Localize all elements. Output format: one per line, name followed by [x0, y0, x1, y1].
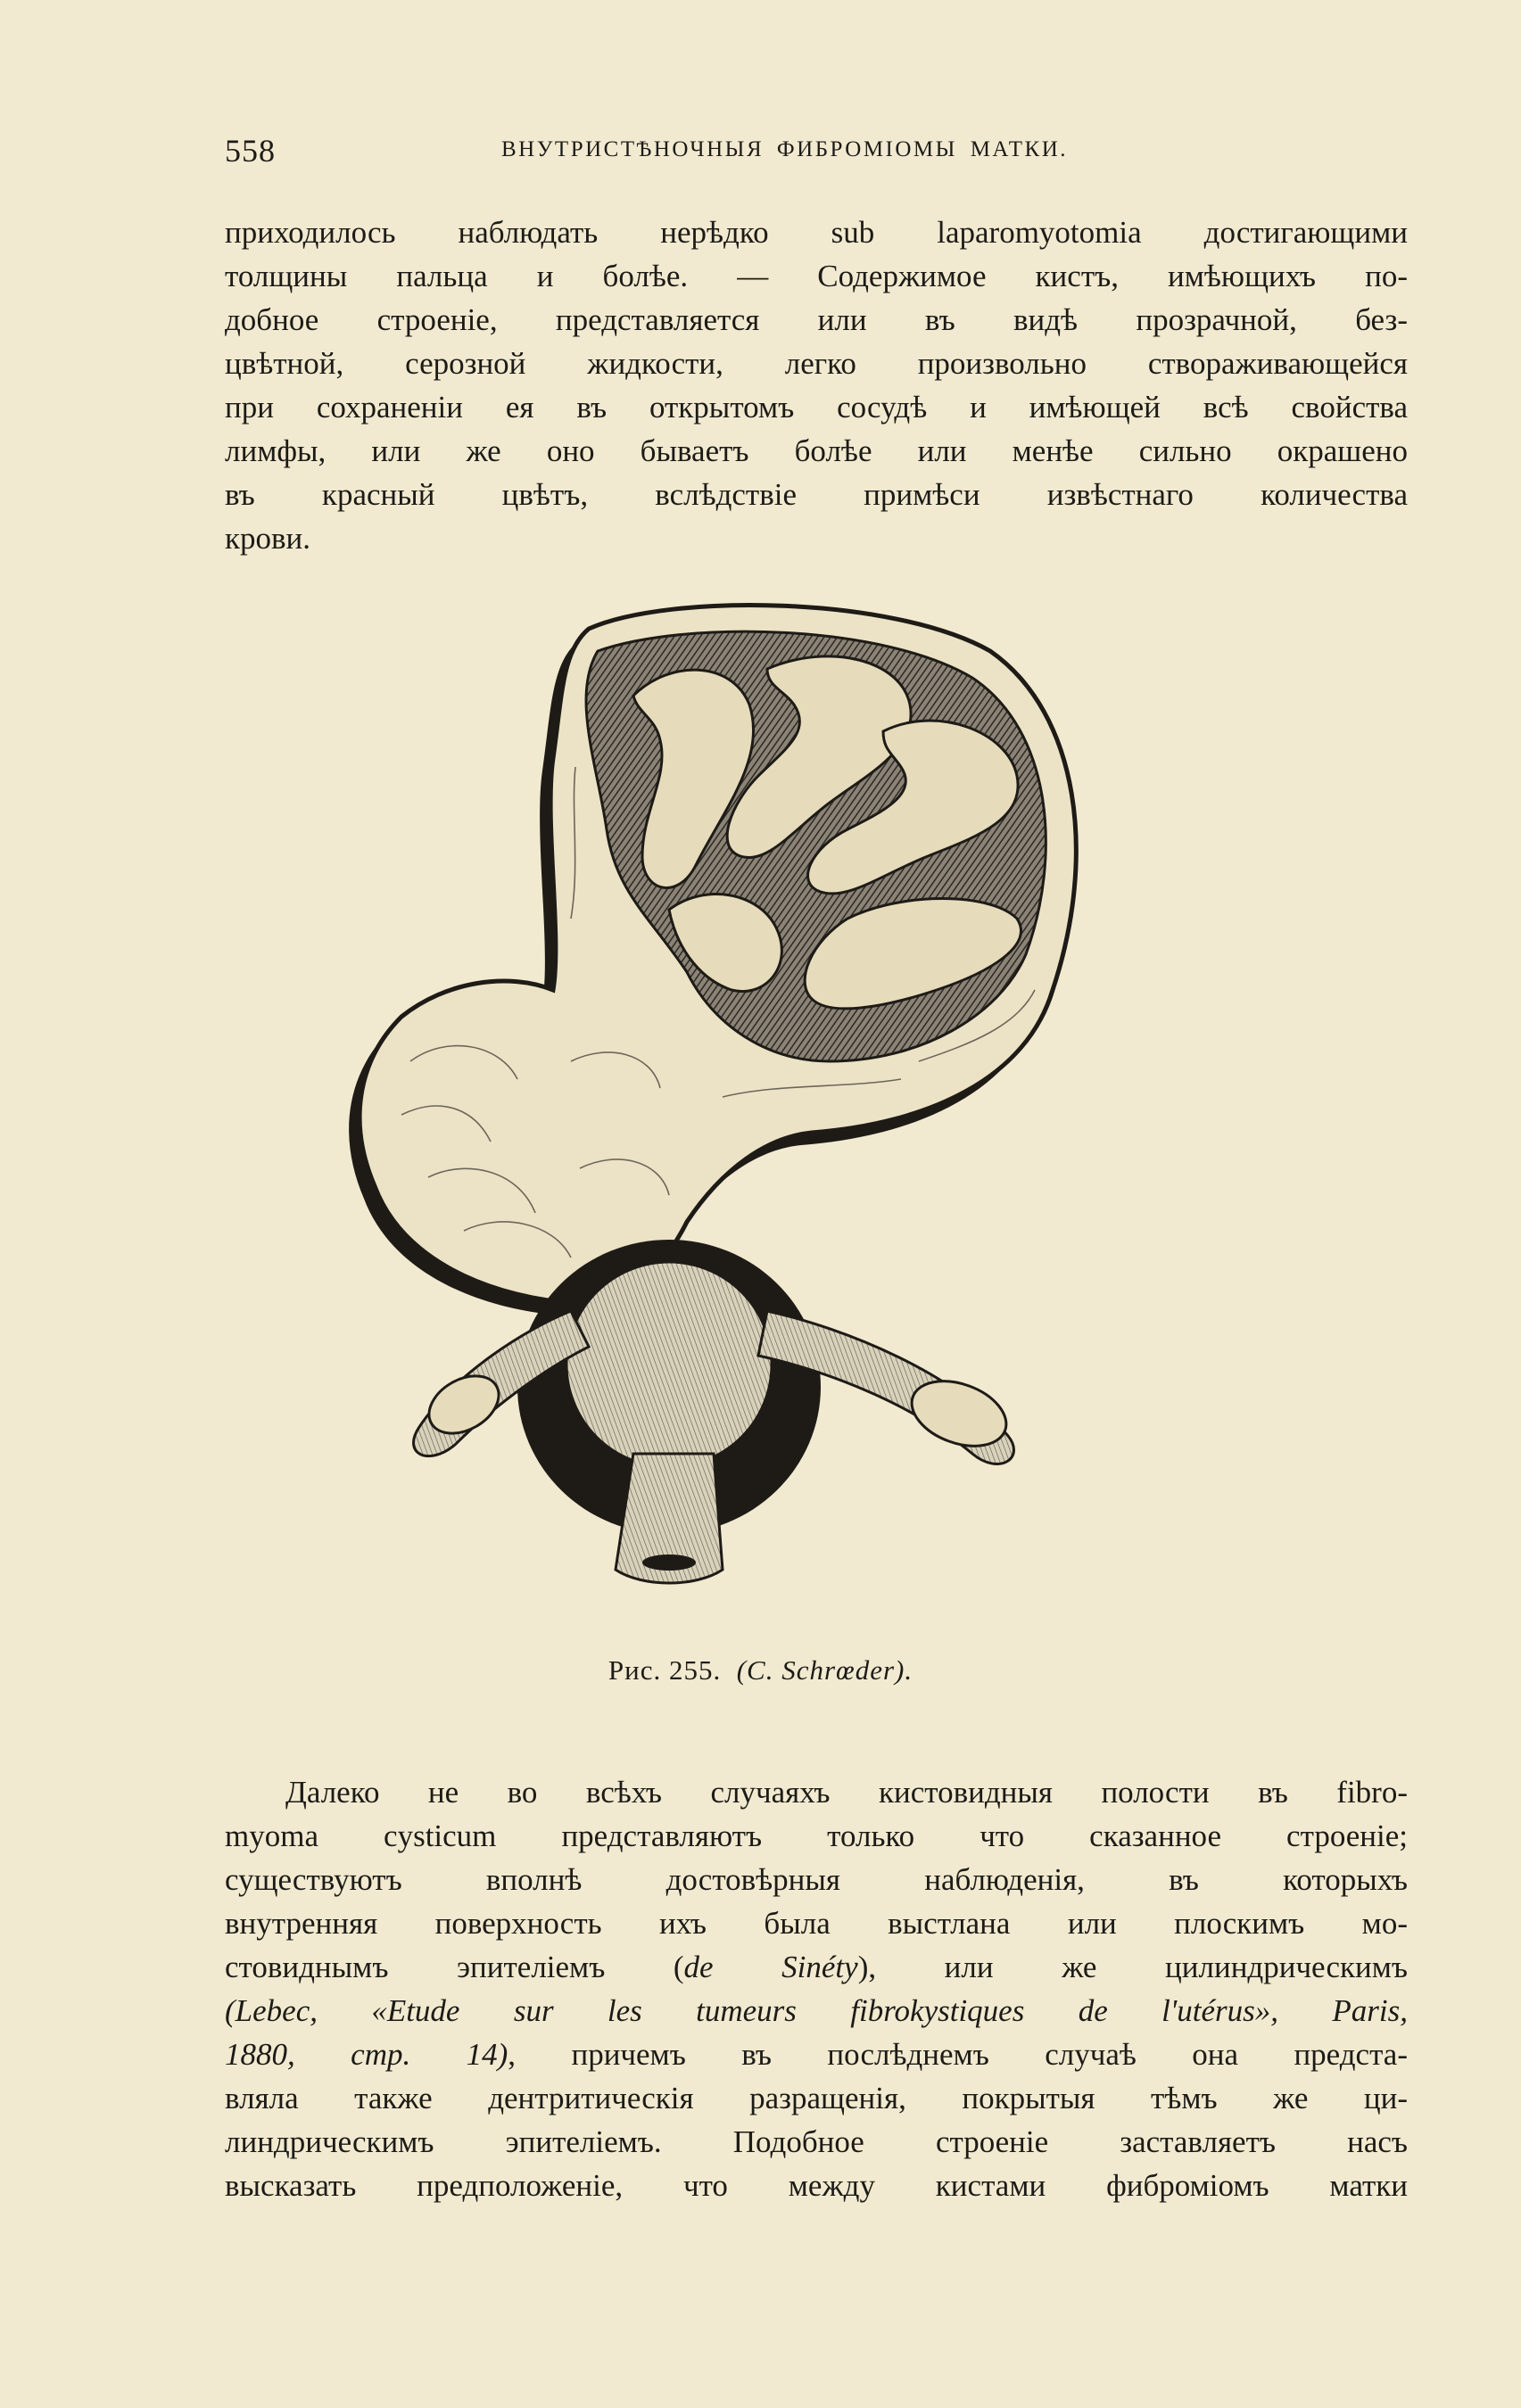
- text-line: существуютъ вполнѣ достовѣрныя наблюденія, въ которыхъ: [225, 1862, 1408, 1897]
- citation-author: de Sinéty: [683, 1950, 858, 1984]
- text-line: myoma cysticum представляютъ только что сказанное строеніе;: [225, 1818, 1408, 1853]
- text-line: приходилось наблюдать нерѣдко sub laparomyotomia достигающими: [225, 215, 1408, 250]
- citation-year: 1880, стр. 14): [225, 2037, 508, 2072]
- text-line: Далеко не во всѣхъ случаяхъ кистовидныя полости въ fibro-: [285, 1775, 1408, 1810]
- text-line: крови.: [225, 521, 311, 556]
- text-line: линдрическимъ эпителіемъ. Подобное строеніе заставляетъ насъ: [225, 2124, 1408, 2159]
- text-fragment: , причемъ въ послѣднемъ случаѣ она предста-: [508, 2037, 1408, 2072]
- anatomical-illustration: [348, 598, 1285, 1650]
- text-line: [225, 2033, 1408, 2076]
- figure-caption: [0, 1654, 1521, 1686]
- text-line: вляла также дентритическія разращенія, покрытыя тѣмъ же ци-: [225, 2081, 1408, 2115]
- caption-label: Рис. 255.: [608, 1654, 722, 1686]
- text-line: [225, 1945, 1408, 1989]
- paragraph-2: [225, 1770, 1408, 2207]
- paragraph-1: [225, 210, 1408, 560]
- text-line: цвѣтной, серозной жидкости, легко произвольно створаживающейся: [225, 346, 1408, 381]
- text-line: при сохраненіи ея въ открытомъ сосудѣ и имѣющей всѣ свойства: [225, 390, 1408, 425]
- text-fragment: ), или же цилиндрическимъ: [857, 1950, 1408, 1984]
- text-line: лимфы, или же оно бываетъ болѣе или менѣе сильно окрашено: [225, 433, 1408, 468]
- page-header: [225, 132, 1408, 171]
- text-fragment: стовиднымъ эпителіемъ (: [225, 1950, 684, 1984]
- text-line: добное строеніе, представляется или въ видѣ прозрачной, без-: [225, 302, 1408, 337]
- text-line: толщины пальца и болѣе. — Содержимое кистъ, имѣющихъ по-: [225, 259, 1408, 293]
- text-line: высказать предположеніе, что между кистами фиброміомъ матки: [225, 2168, 1408, 2203]
- caption-author: (C. Schrœder).: [736, 1654, 913, 1686]
- text-line: въ красный цвѣтъ, вслѣдствіе примѣси извѣстнаго количества: [225, 477, 1408, 512]
- running-title: ВНУТРИСТѢНОЧНЫЯ ФИБРОМІОМЫ МАТКИ.: [501, 137, 1069, 161]
- page-number: 558: [225, 133, 276, 169]
- text-line: внутренняя поверхность ихъ была выстлана или плоскимъ мо-: [225, 1906, 1408, 1941]
- citation-line: (Lebec, «Etude sur les tumeurs fibrokystiques de l'utérus», Paris,: [225, 1993, 1408, 2028]
